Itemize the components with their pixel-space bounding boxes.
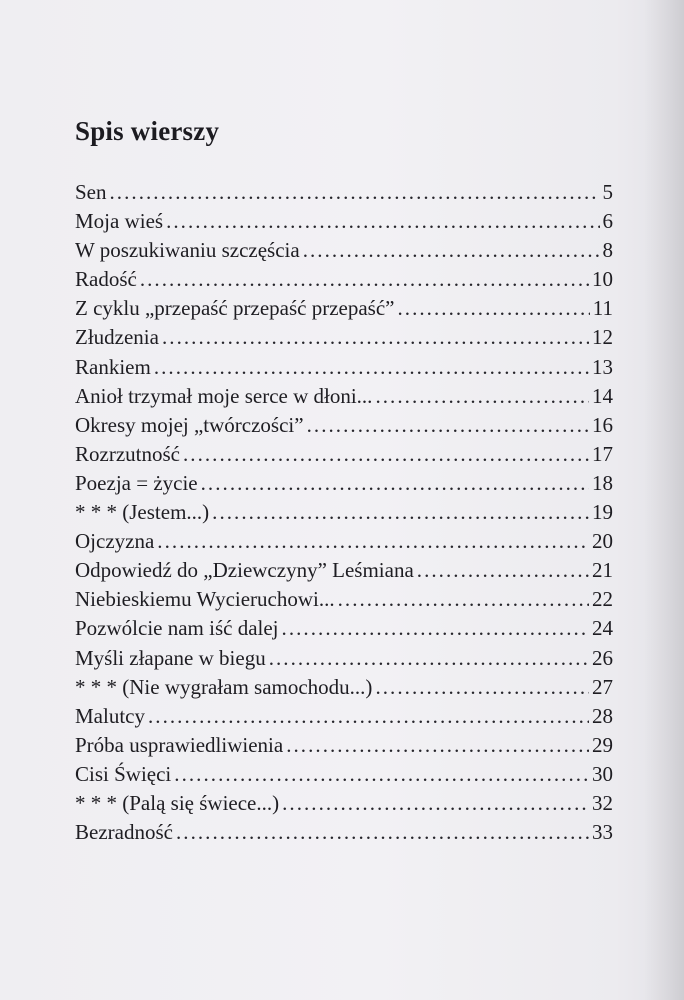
toc-entry	[75, 382, 613, 411]
toc-dot-leader	[157, 527, 589, 556]
toc-entry-page-number: 12	[592, 325, 613, 350]
toc-entry	[75, 702, 613, 731]
toc-entry-page-number: 28	[592, 703, 613, 728]
toc-dot-leader	[176, 818, 589, 847]
toc-entry-page-number: 6	[602, 209, 613, 234]
toc-dot-leader	[183, 440, 589, 469]
toc-entry	[75, 498, 613, 527]
toc-entry-page-number: 10	[592, 267, 613, 292]
toc-entry-title: Sen	[75, 180, 107, 204]
toc-entry	[75, 556, 613, 585]
toc-entry	[75, 411, 613, 440]
toc-entry	[75, 527, 613, 556]
toc-entry-page-number: 21	[592, 558, 613, 583]
toc-entry	[75, 818, 613, 847]
toc-entry-title: Rozrzutność	[75, 441, 180, 466]
toc-entry	[75, 644, 613, 673]
toc-entry	[75, 294, 613, 323]
toc-dot-leader	[212, 498, 589, 527]
toc-entry-title: * * * (Palą się świece...)	[75, 790, 280, 815]
toc-entry-title: Niebieskiemu Wycieruchowi...	[75, 587, 335, 612]
toc-dot-leader	[174, 760, 589, 789]
toc-entry-title: * * * (Nie wygrałam samochodu...)	[75, 674, 373, 699]
toc-dot-leader	[154, 353, 589, 382]
toc-entry-page-number: 30	[592, 761, 613, 786]
toc-dot-leader	[286, 731, 589, 760]
toc-entry	[75, 731, 613, 760]
toc-entry-title: Okresy mojej „twórczości”	[75, 412, 304, 437]
toc-dot-leader	[375, 673, 589, 702]
toc-entry-title: Odpowiedź do „Dziewczyny” Leśmiana	[75, 558, 414, 583]
toc-entry-page-number: 5	[602, 180, 613, 204]
toc-entry-page-number: 29	[592, 732, 613, 757]
toc-dot-leader	[269, 644, 589, 673]
toc-entry-page-number: 16	[592, 412, 613, 437]
toc-entry-page-number: 26	[592, 645, 613, 670]
toc-dot-leader	[166, 207, 599, 236]
toc-entry-page-number: 18	[592, 470, 613, 495]
toc-entry	[75, 585, 613, 614]
toc-entry	[75, 760, 613, 789]
toc-dot-leader	[375, 382, 589, 411]
toc-entry-title: Myśli złapane w biegu	[75, 645, 266, 670]
toc-entry-title: Próba usprawiedliwienia	[75, 732, 284, 757]
page-gutter-shadow	[644, 0, 684, 1000]
toc-dot-leader	[307, 411, 589, 440]
toc-dot-leader	[338, 585, 589, 614]
toc-entry-page-number: 20	[592, 529, 613, 554]
page-title: Spis wierszy	[75, 116, 220, 146]
toc-entry	[75, 353, 613, 382]
toc-dot-leader	[417, 556, 589, 585]
toc-entry	[75, 440, 613, 469]
toc-dot-leader	[303, 236, 600, 265]
toc-entry	[75, 789, 613, 818]
toc-entry-title: Radość	[75, 267, 137, 292]
toc-entry	[75, 265, 613, 294]
toc-entry-page-number: 33	[592, 820, 613, 845]
toc-entry	[75, 178, 613, 207]
toc-entry-page-number: 19	[592, 500, 613, 525]
toc-dot-leader	[162, 323, 589, 352]
toc-entry-title: Ojczyzna	[75, 529, 155, 554]
toc-entry	[75, 469, 613, 498]
toc-entry-title: * * * (Jestem...)	[75, 500, 210, 525]
toc-entry-title: Pozwólcie nam iść dalej	[75, 616, 279, 641]
toc-entry-title: Moja wieś	[75, 209, 164, 234]
toc-entry	[75, 236, 613, 265]
toc-entry-title: Anioł trzymał moje serce w dłoni...	[75, 383, 373, 408]
toc-entry-page-number: 11	[592, 296, 613, 321]
toc-entry-page-number: 32	[592, 790, 613, 815]
toc-entry	[75, 614, 613, 643]
toc-dot-leader	[201, 469, 589, 498]
toc-entry-page-number: 8	[602, 238, 613, 263]
toc-entry-page-number: 24	[592, 616, 613, 641]
toc-entry-title: Bezradność	[75, 820, 173, 845]
toc-entry-page-number: 27	[592, 674, 613, 699]
toc-entry-title: Złudzenia	[75, 325, 159, 350]
toc-entry-title: Cisi Święci	[75, 761, 172, 786]
toc-dot-leader	[282, 614, 589, 643]
toc-entry-page-number: 22	[592, 587, 613, 612]
toc-entry-page-number: 17	[592, 441, 613, 466]
toc-entry-title: Malutcy	[75, 703, 145, 728]
toc-entry-title: W poszukiwaniu szczęścia	[75, 238, 300, 263]
table-of-contents	[75, 178, 613, 847]
toc-dot-leader	[140, 265, 589, 294]
toc-entry-title: Poezja = życie	[75, 470, 198, 495]
toc-entry	[75, 323, 613, 352]
toc-dot-leader	[397, 294, 589, 323]
toc-entry-page-number: 13	[592, 354, 613, 379]
toc-entry	[75, 207, 613, 236]
toc-entry-title: Rankiem	[75, 354, 151, 379]
toc-dot-leader	[282, 789, 589, 818]
toc-entry	[75, 673, 613, 702]
toc-entry-title: Z cyklu „przepaść przepaść przepaść”	[75, 296, 395, 321]
toc-dot-leader	[148, 702, 589, 731]
toc-dot-leader	[110, 178, 600, 207]
toc-entry-page-number: 14	[592, 383, 613, 408]
